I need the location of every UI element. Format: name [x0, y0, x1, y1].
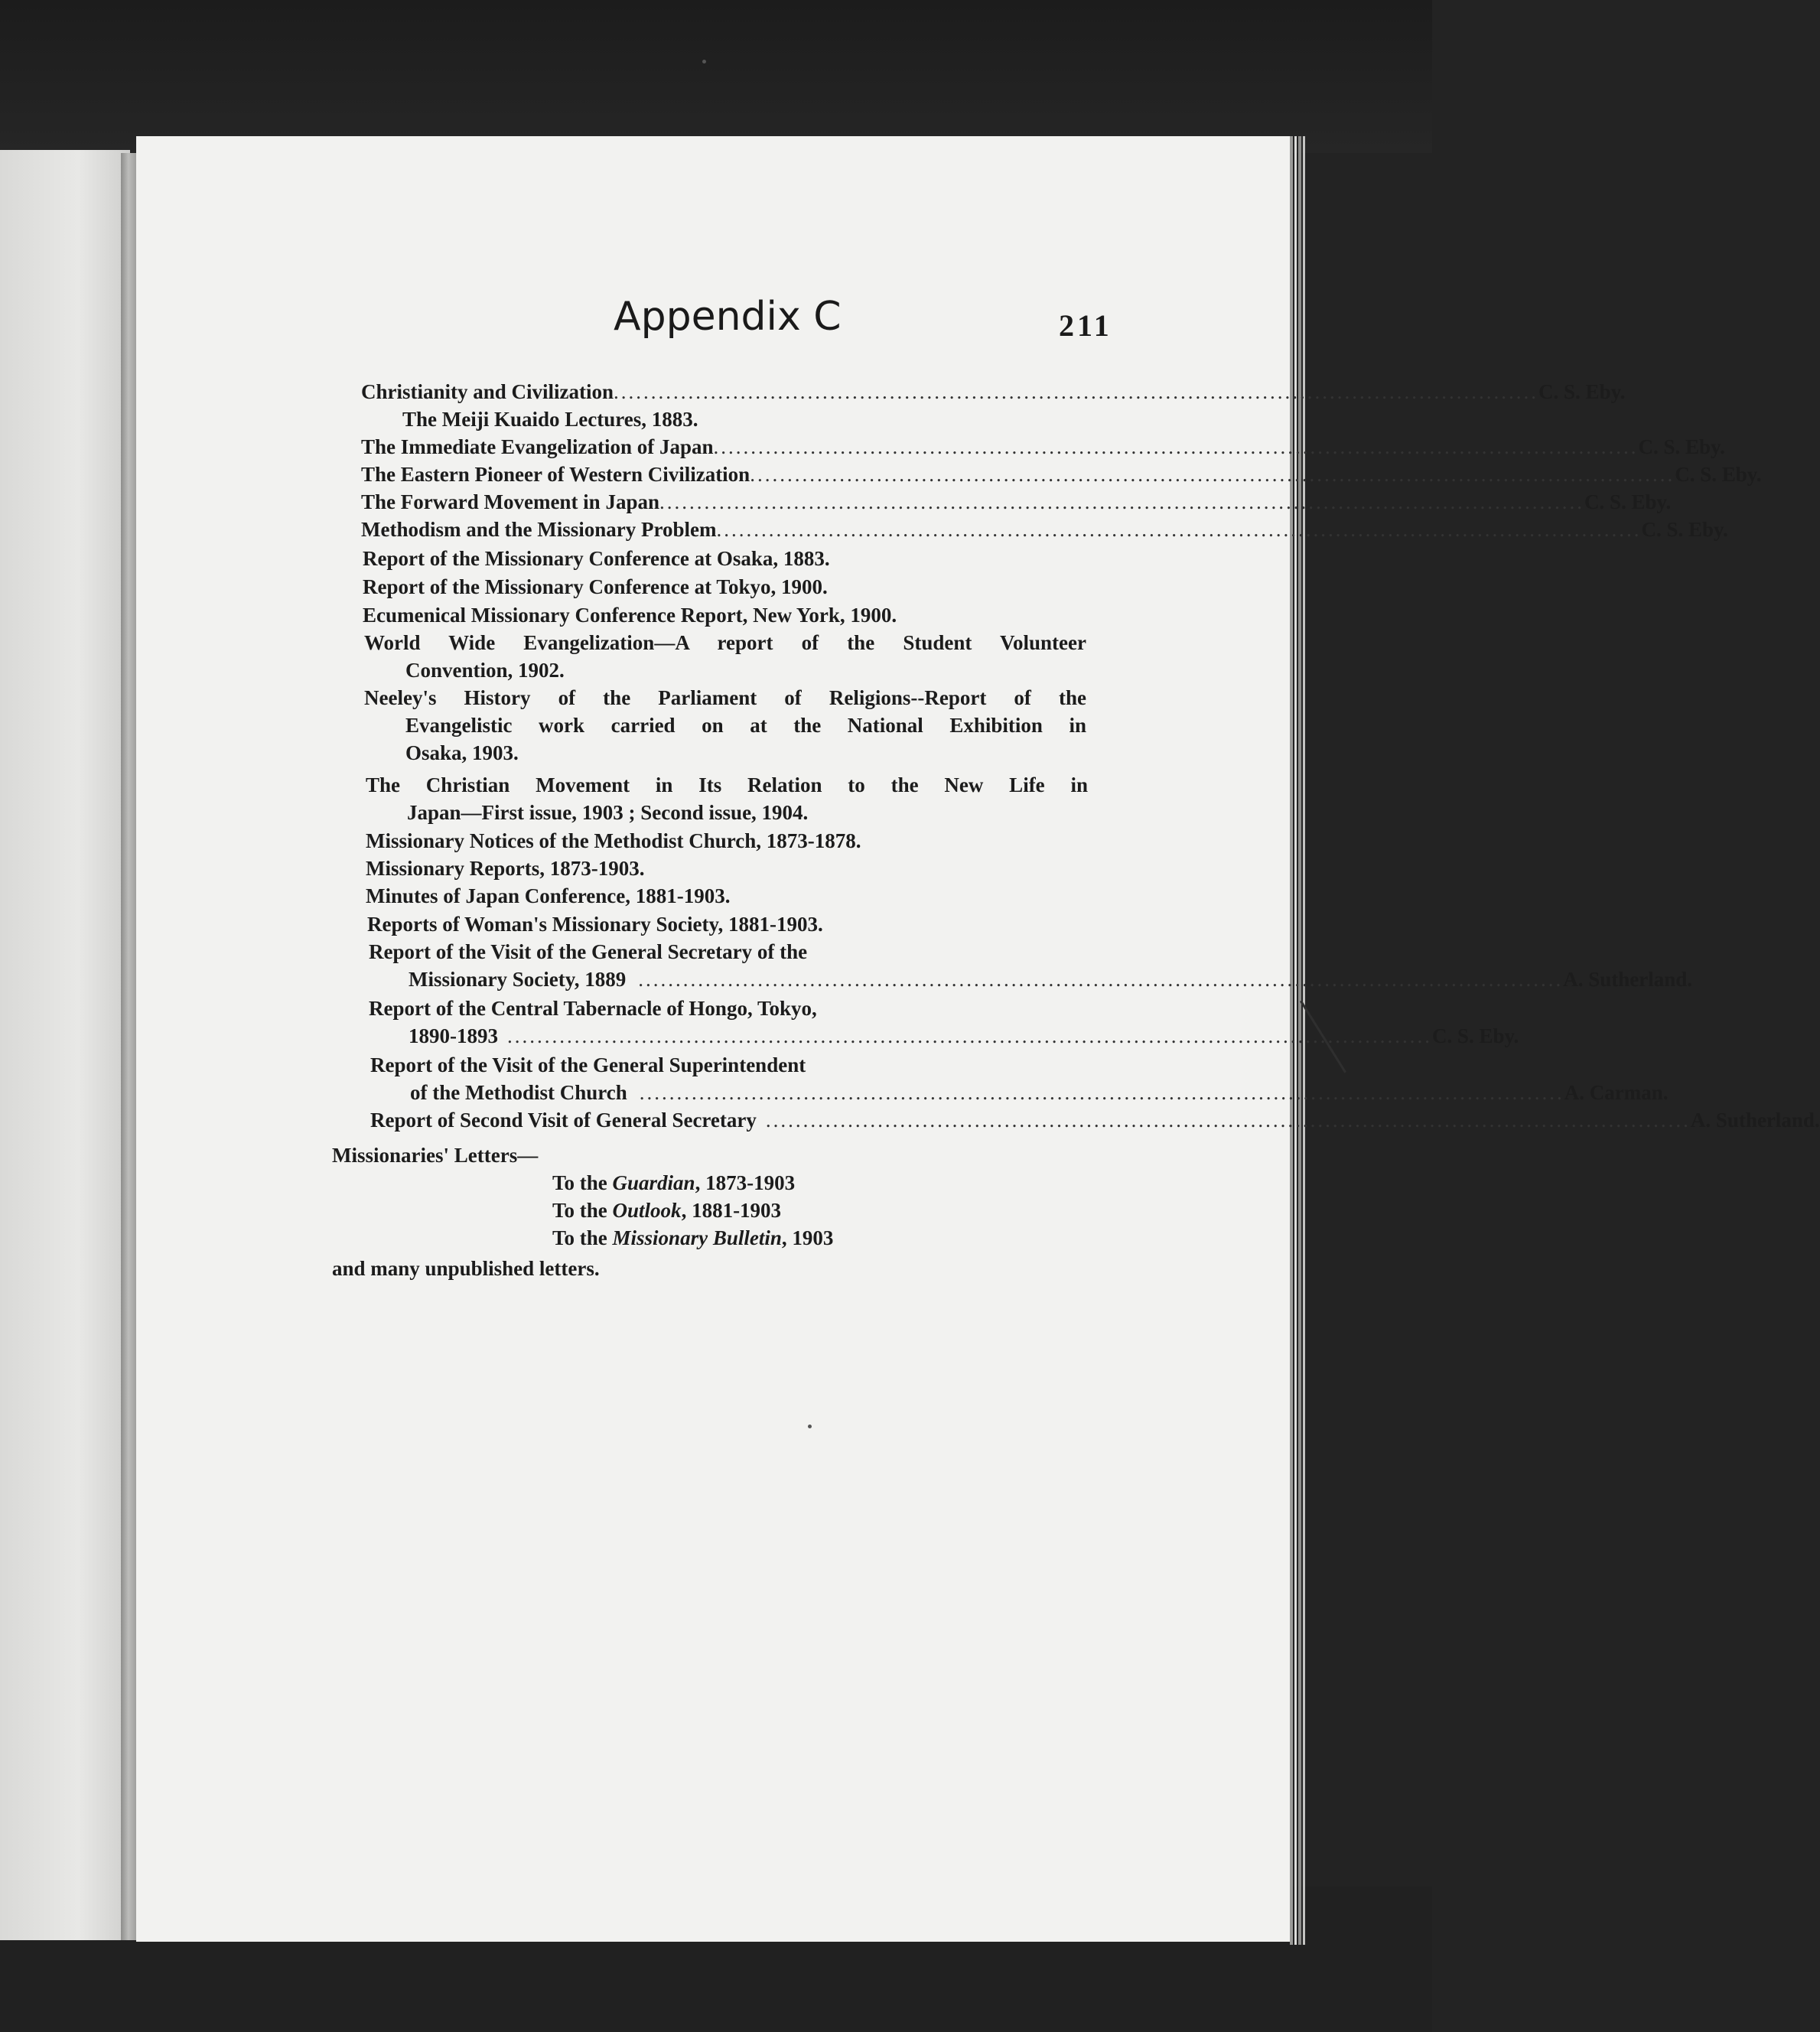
list-item: Japan—First issue, 1903 ; Second issue, 1904. — [407, 801, 809, 824]
list-item: Report of the Missionary Conference at Osaka, 1883. — [363, 547, 830, 570]
list-item: Evangelistic work carried on at the National Exhibition in — [405, 714, 1086, 737]
list-item: Neeley's History of the Parliament of Religions--Report of the — [364, 686, 1086, 709]
entry-author: C. S. Eby. — [1675, 463, 1762, 486]
list-item: Ecumenical Missionary Conference Report, New York, 1900. — [363, 604, 897, 627]
list-item — [361, 461, 1762, 488]
leader-dots: ............................................................................................................................ — [638, 968, 1564, 991]
entry-title: Missionary Society, 1889 — [409, 968, 627, 991]
entry-author: C. S. Eby. — [1584, 490, 1672, 513]
entry-author: A. Sutherland. — [1690, 1109, 1820, 1132]
leader-dots: ............................................................................................................................ — [614, 380, 1539, 403]
list-item — [409, 966, 1693, 993]
leader-dots: ............................................................................................................................ — [639, 1081, 1564, 1104]
page-number: 211 — [1059, 308, 1112, 343]
list-item: The Meiji Kuaido Lectures, 1883. — [402, 408, 698, 431]
entry-author: A. Sutherland. — [1563, 968, 1693, 991]
page-title: Appendix C — [614, 294, 842, 340]
letters-prefix: To the — [552, 1171, 613, 1194]
list-item: World Wide Evangelization—A report of the Student Volunteer — [364, 631, 1086, 654]
list-item — [361, 488, 1672, 516]
list-item: Report of the Missionary Conference at Tokyo, 1900. — [363, 575, 828, 598]
entry-author: C. S. Eby. — [1538, 380, 1626, 403]
letters-item — [552, 1169, 795, 1197]
leader-dots: ............................................................................................................................ — [716, 518, 1642, 541]
letters-closing: and many unpublished letters. — [332, 1257, 600, 1280]
periodical-name: Missionary Bulletin — [612, 1226, 782, 1249]
list-item: Convention, 1902. — [405, 659, 565, 682]
list-item: Missionary Reports, 1873-1903. — [366, 857, 645, 880]
leader-dots: ............................................................................................................................ — [750, 463, 1675, 486]
periodical-name: Outlook — [612, 1199, 682, 1222]
letters-heading: Missionaries' Letters— — [332, 1144, 539, 1167]
entry-title: of the Methodist Church — [410, 1081, 627, 1104]
entry-author: C. S. Eby. — [1638, 435, 1725, 458]
entry-title: Report of Second Visit of General Secretary — [370, 1109, 757, 1132]
leader-dots: ............................................................................................................................ — [659, 490, 1584, 513]
letters-item — [552, 1197, 781, 1224]
leader-dots: ............................................................................................................................ — [765, 1109, 1691, 1132]
letters-prefix: To the — [552, 1226, 613, 1249]
list-item — [370, 1106, 1820, 1134]
list-item: Minutes of Japan Conference, 1881-1903. — [366, 884, 731, 907]
list-item: Missionary Notices of the Methodist Church, 1873-1878. — [366, 829, 861, 852]
entry-author: C. S. Eby. — [1641, 518, 1728, 541]
entry-title: The Immediate Evangelization of Japan — [361, 435, 714, 458]
letters-years: , 1873-1903 — [695, 1171, 796, 1194]
list-item: Report of the Visit of the General Superintendent — [370, 1053, 806, 1076]
list-item: Osaka, 1903. — [405, 741, 519, 764]
list-item — [410, 1079, 1669, 1106]
list-item — [361, 433, 1725, 461]
entry-title: Methodism and the Missionary Problem — [361, 518, 717, 541]
entry-title: Christianity and Civilization — [361, 380, 614, 403]
list-item — [361, 516, 1728, 543]
entry-title: 1890-1893 — [409, 1024, 498, 1047]
entry-author: C. S. Eby. — [1432, 1024, 1519, 1047]
list-item — [409, 1022, 1519, 1050]
periodical-name: Guardian — [612, 1171, 695, 1194]
entry-author: A. Carman. — [1564, 1081, 1669, 1104]
leader-dots: ............................................................................................................................ — [713, 435, 1639, 458]
letters-item — [552, 1224, 833, 1252]
entry-title: The Eastern Pioneer of Western Civilization — [361, 463, 750, 486]
leader-dots: ............................................................................................................................ — [507, 1024, 1432, 1047]
letters-years: , 1903 — [781, 1226, 834, 1249]
letters-years: , 1881-1903 — [681, 1199, 782, 1222]
entry-title: The Forward Movement in Japan — [361, 490, 659, 513]
list-item: Report of the Central Tabernacle of Hongo, Tokyo, — [369, 997, 817, 1020]
list-item: The Christian Movement in Its Relation to the New Life in — [366, 773, 1088, 796]
list-item: Report of the Visit of the General Secretary of the — [369, 940, 808, 963]
list-item: Reports of Woman's Missionary Society, 1881-1903. — [367, 913, 823, 936]
letters-prefix: To the — [552, 1199, 613, 1222]
list-item — [361, 378, 1626, 405]
